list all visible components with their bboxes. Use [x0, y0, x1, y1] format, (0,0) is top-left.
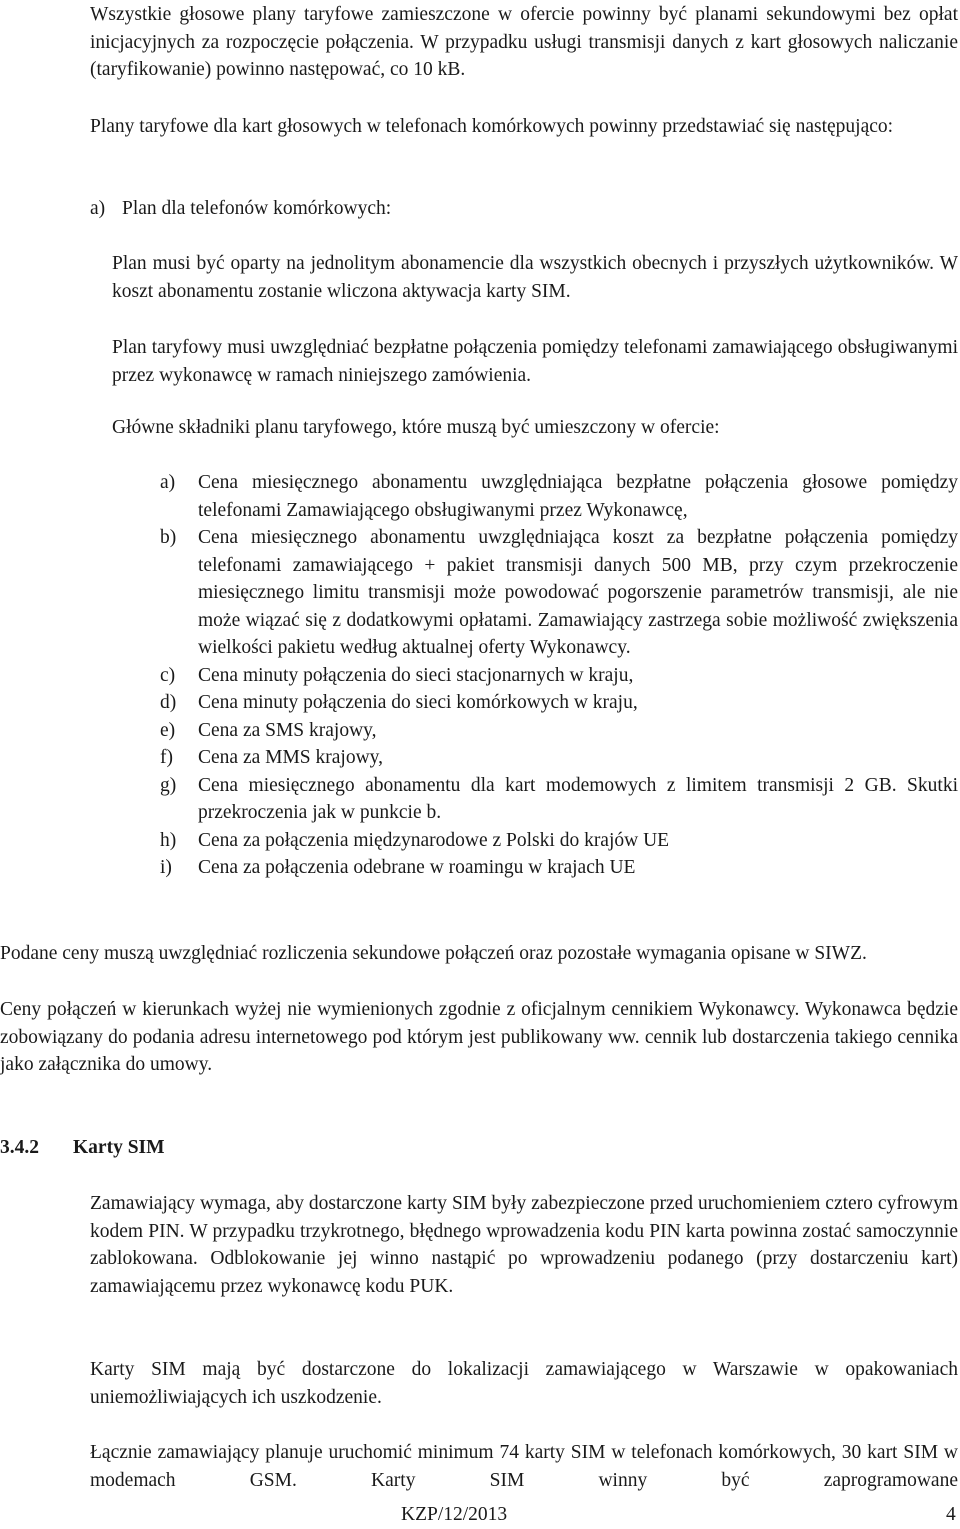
section-title: Karty SIM	[73, 1137, 165, 1158]
list-item-text: Cena za połączenia międzynarodowe z Polski do krajów UE	[198, 829, 670, 851]
components-intro: Główne składniki planu taryfowego, które muszą być umieszczony w ofercie:	[112, 417, 720, 438]
list-item-text: Cena minuty połączenia do sieci komórkowych w kraju,	[198, 692, 638, 713]
list-item	[160, 662, 958, 690]
document-reference: KZP/12/2013	[401, 1504, 508, 1525]
components-list	[160, 469, 958, 882]
list-item	[160, 854, 958, 882]
list-item	[160, 744, 958, 772]
section-paragraph-3: Łącznie zamawiający planuje uruchomić minimum 74 karty SIM w telefonach komórkowych, 30 kart SIM w modemach GSM. Karty SIM winny być zaprogramowane	[90, 1442, 958, 1491]
list-item-label: c)	[160, 664, 176, 686]
section-paragraph-2: Karty SIM mają być dostarczone do lokalizacji zamawiającego w Warszawie w opakowaniach uniemożliwiających ich uszkodzenie.	[90, 1359, 958, 1408]
list-item	[160, 689, 958, 717]
list-item	[160, 469, 958, 524]
list-item	[160, 772, 958, 827]
notes-paragraph-1: Podane ceny muszą uwzględniać rozliczenia sekundowe połączeń oraz pozostałe wymagania opisane w SIWZ.	[0, 943, 867, 964]
list-item-label: b)	[160, 527, 177, 548]
list-item-label: h)	[160, 829, 177, 851]
notes-paragraph-2: Ceny połączeń w kierunkach wyżej nie wymienionych zgodnie z oficjalnym cennikiem Wykonawcy. Wykonawca będzie zobowiązany do podania adresu internetowego pod którym jest publikowany ww. cennik lub dostarczenia takiego cennika jako załącznika do umowy.	[0, 999, 958, 1075]
list-item-label: g)	[160, 774, 177, 796]
list-item-label: f)	[160, 747, 173, 768]
list-item	[160, 827, 958, 855]
intro-paragraph-1: Wszystkie głosowe plany taryfowe zamieszczone w ofercie powinny być planami sekundowymi bez opłat inicjacyjnych za rozpoczęcie połączenia. W przypadku usługi transmisji danych z kart głosowych naliczanie (taryfikowanie) powinno następować, co 10 kB.	[90, 4, 958, 80]
intro-paragraph-2: Plany taryfowe dla kart głosowych w telefonach komórkowych powinny przedstawiać się następująco:	[90, 116, 894, 137]
list-item-label: a)	[160, 472, 176, 493]
list-item	[160, 524, 958, 662]
list-item-text: Cena miesięcznego abonamentu uwzględniająca koszt za bezpłatne połączenia pomiędzy telefonami zamawiającego + pakiet transmisji danych 500 MB, przy czym przekroczenie miesięcznego limitu transmisji może powodować pogorszenie parametrów transmisji, ale nie może wiązać się z dodatkowymi opłatami. Zamawiający zastrzega sobie możliwość zwiększenia wielkości pakietu według aktualnej oferty Wykonawcy.	[198, 527, 958, 658]
section-number: 3.4.2	[0, 1137, 39, 1158]
list-item-text: Cena miesięcznego abonamentu dla kart modemowych z limitem transmisji 2 GB. Skutki przekroczenia jak w punkcie b.	[198, 774, 958, 823]
list-item-text: Cena za SMS krajowy,	[198, 719, 377, 741]
list-item-text: Cena za połączenia odebrane w roamingu w krajach UE	[198, 857, 636, 878]
plan-paragraph-2: Plan taryfowy musi uwzględniać bezpłatne połączenia pomiędzy telefonami zamawiającego obsługiwanymi przez wykonawcę w ramach niniejszego zamówienia.	[112, 337, 958, 386]
list-item-text: Cena za MMS krajowy,	[198, 747, 384, 768]
section-paragraph-1: Zamawiający wymaga, aby dostarczone karty SIM były zabezpieczone przed uruchomieniem cztero cyfrowym kodem PIN. W przypadku trzykrotnego, błędnego wprowadzenia kodu PIN karta powinna zostać samoczynnie zablokowana. Odblokowanie jej winno nastąpić po wprowadzeniu podanego (przy dostarczeniu kart) zamawiającemu przez wykonawcę kodu PUK.	[90, 1193, 958, 1297]
list-item-text: Cena miesięcznego abonamentu uwzględniająca bezpłatne połączenia głosowe pomiędzy telefonami Zamawiającego obsługiwanymi przez Wykonawcę,	[198, 472, 958, 521]
page-number: 4	[946, 1504, 956, 1525]
list-item-label: i)	[160, 857, 172, 878]
plan-title: Plan dla telefonów komórkowych:	[122, 198, 392, 219]
plan-label: a)	[90, 198, 106, 219]
list-item-label: d)	[160, 692, 177, 713]
page-footer	[0, 1501, 960, 1523]
list-item-text: Cena minuty połączenia do sieci stacjonarnych w kraju,	[198, 664, 634, 686]
list-item	[160, 717, 958, 745]
plan-paragraph-1: Plan musi być oparty na jednolitym abonamencie dla wszystkich obecnych i przyszłych użytkowników. W koszt abonamentu zostanie wliczona aktywacja karty SIM.	[112, 253, 958, 302]
list-item-label: e)	[160, 719, 176, 741]
